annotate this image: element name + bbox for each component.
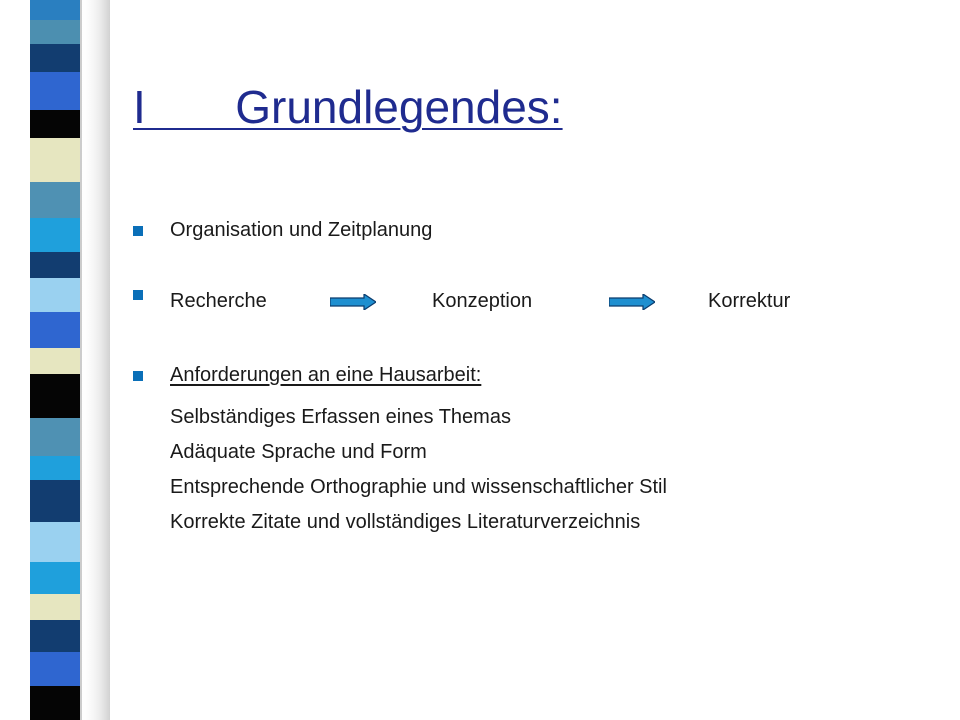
slide-title: I Grundlegendes:: [133, 81, 563, 133]
list-item: Adäquate Sprache und Form: [170, 441, 427, 463]
flow-step-recherche: Recherche: [170, 290, 267, 312]
list-item: Selbständiges Erfassen eines Themas: [170, 406, 511, 428]
bullet-item-organisation: [133, 219, 432, 242]
flow-step-konzeption: Konzeption: [432, 290, 533, 312]
right-arrow-icon: [609, 294, 655, 310]
decorative-stripe: [0, 0, 110, 720]
bullet-text: Organisation und Zeitplanung: [170, 219, 433, 241]
square-bullet-icon: [133, 226, 143, 236]
right-arrow-icon: [330, 294, 376, 310]
bullet-item-anforderungen: [133, 364, 481, 387]
bullet-item-workflow: [133, 290, 833, 312]
bullet-heading: Anforderungen an eine Hausarbeit:: [170, 364, 482, 386]
list-item: Entsprechende Orthographie und wissenschaftlicher Stil: [170, 476, 667, 498]
square-bullet-icon: [133, 371, 143, 381]
flow-step-korrektur: Korrektur: [708, 290, 791, 312]
square-bullet-icon: [133, 290, 143, 300]
list-item: Korrekte Zitate und vollständiges Literaturverzeichnis: [170, 511, 641, 533]
requirements-list: [170, 400, 667, 540]
